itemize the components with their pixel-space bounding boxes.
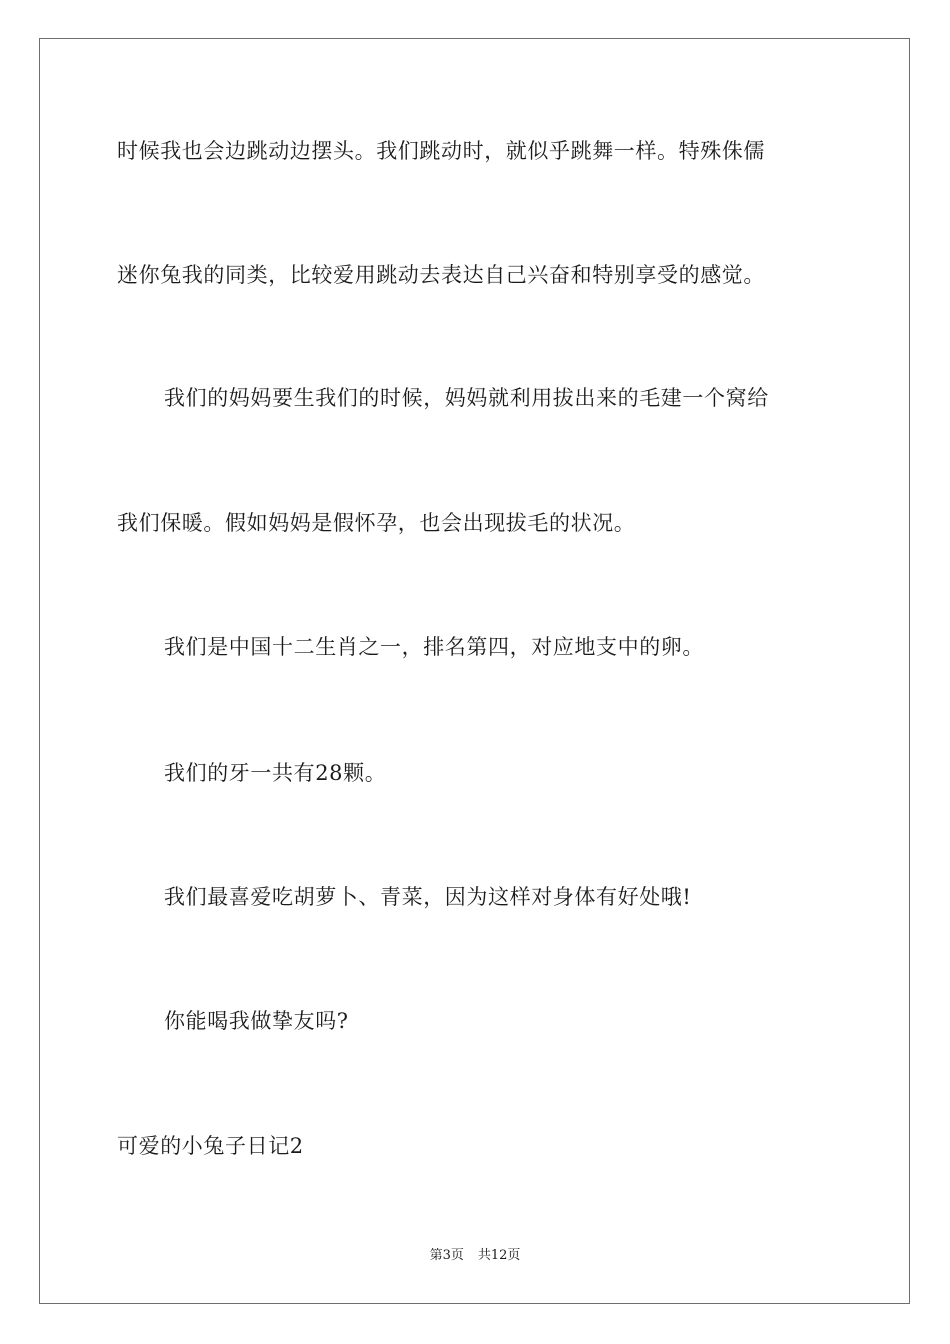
page-border	[39, 38, 910, 1304]
section-heading: 可爱的小兔子日记2	[117, 1134, 304, 1158]
paragraph-line: 我们是中国十二生肖之一，排名第四，对应地支中的卵。	[164, 635, 704, 659]
paragraph-line: 迷你兔我的同类，比较爱用跳动去表达自己兴奋和特别享受的感觉。	[117, 263, 765, 287]
paragraph-line: 你能喝我做挚友吗?	[164, 1009, 349, 1033]
page-total: 共12页	[477, 1248, 521, 1263]
paragraph-line: 我们最喜爱吃胡萝卜、青菜，因为这样对身体有好处哦!	[164, 885, 692, 909]
paragraph-line: 我们的妈妈要生我们的时候，妈妈就利用拔出来的毛建一个窝给	[164, 386, 769, 410]
paragraph-line: 我们的牙一共有28颗。	[164, 761, 387, 785]
paragraph-line: 我们保暖。假如妈妈是假怀孕，也会出现拔毛的状况。	[117, 511, 636, 535]
page-footer	[0, 1248, 950, 1264]
page-number: 第3页	[429, 1248, 464, 1263]
paragraph-line: 时候我也会边跳动边摆头。我们跳动时，就似乎跳舞一样。特殊侏儒	[117, 139, 765, 163]
